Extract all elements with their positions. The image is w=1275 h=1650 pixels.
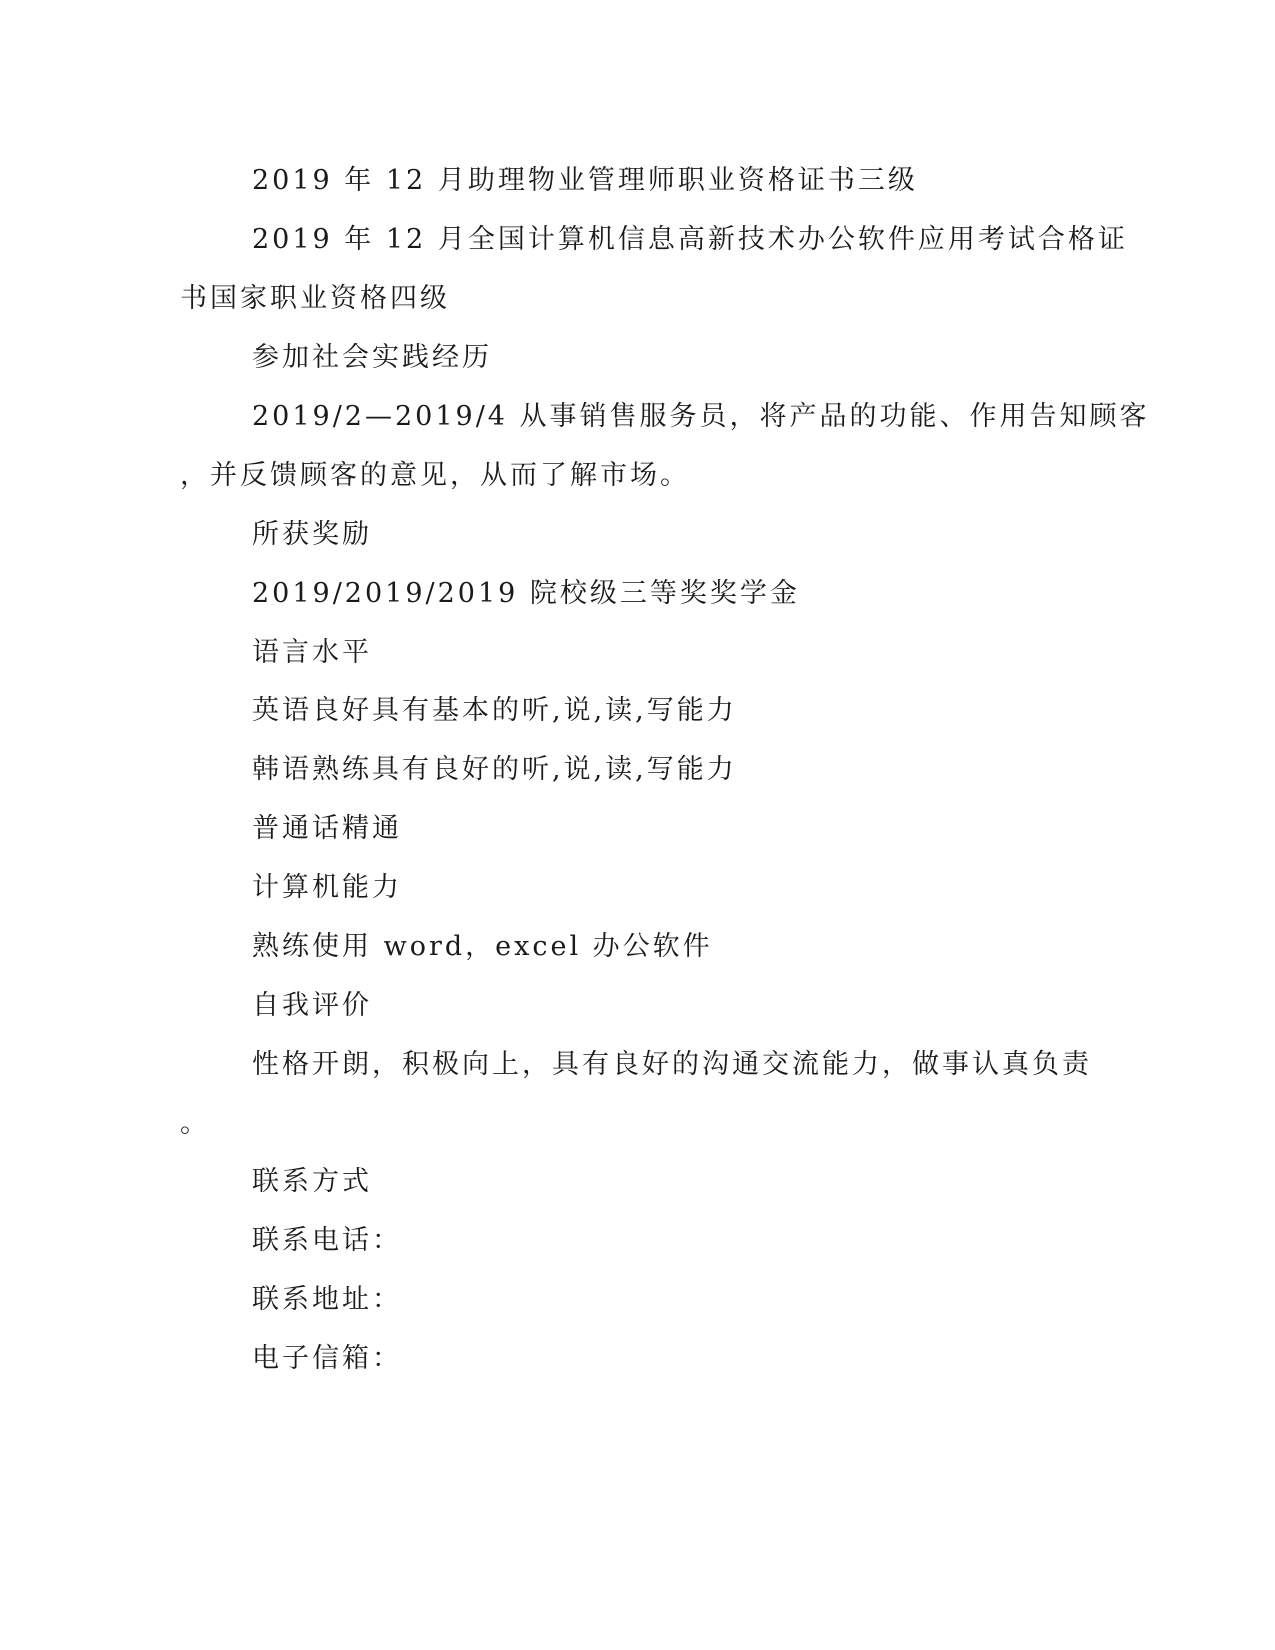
heading-contact: 联系方式 [252, 1166, 372, 1197]
language-korean: 韩语熟练具有良好的听,说,读,写能力 [252, 754, 737, 785]
heading-self-evaluation: 自我评价 [252, 990, 372, 1021]
language-mandarin: 普通话精通 [252, 813, 402, 844]
heading-awards: 所获奖励 [252, 519, 372, 550]
heading-computer-skills: 计算机能力 [252, 872, 402, 903]
practice-sales-line1: 2019/2—2019/4 从事销售服务员，将产品的功能、作用告知顾客 [252, 401, 1150, 432]
heading-social-practice: 参加社会实践经历 [252, 342, 492, 373]
contact-email-label: 电子信箱： [252, 1343, 402, 1374]
cert-computer-office-line2: 书国家职业资格四级 [180, 283, 450, 314]
contact-address-label: 联系地址： [252, 1284, 402, 1315]
cert-computer-office-line1: 2019 年 12 月全国计算机信息高新技术办公软件应用考试合格证 [252, 224, 1128, 255]
self-evaluation-line2: 。 [180, 1108, 210, 1139]
heading-language: 语言水平 [252, 637, 372, 668]
contact-phone-label: 联系电话： [252, 1225, 402, 1256]
cert-property-manager: 2019 年 12 月助理物业管理师职业资格证书三级 [252, 165, 918, 196]
practice-sales-line2: ，并反馈顾客的意见，从而了解市场。 [180, 460, 690, 491]
award-scholarship: 2019/2019/2019 院校级三等奖奖学金 [252, 578, 800, 609]
computer-skills-office: 熟练使用 word，excel 办公软件 [252, 931, 713, 962]
language-english: 英语良好具有基本的听,说,读,写能力 [252, 695, 737, 726]
self-evaluation-line1: 性格开朗，积极向上，具有良好的沟通交流能力，做事认真负责 [252, 1049, 1092, 1080]
